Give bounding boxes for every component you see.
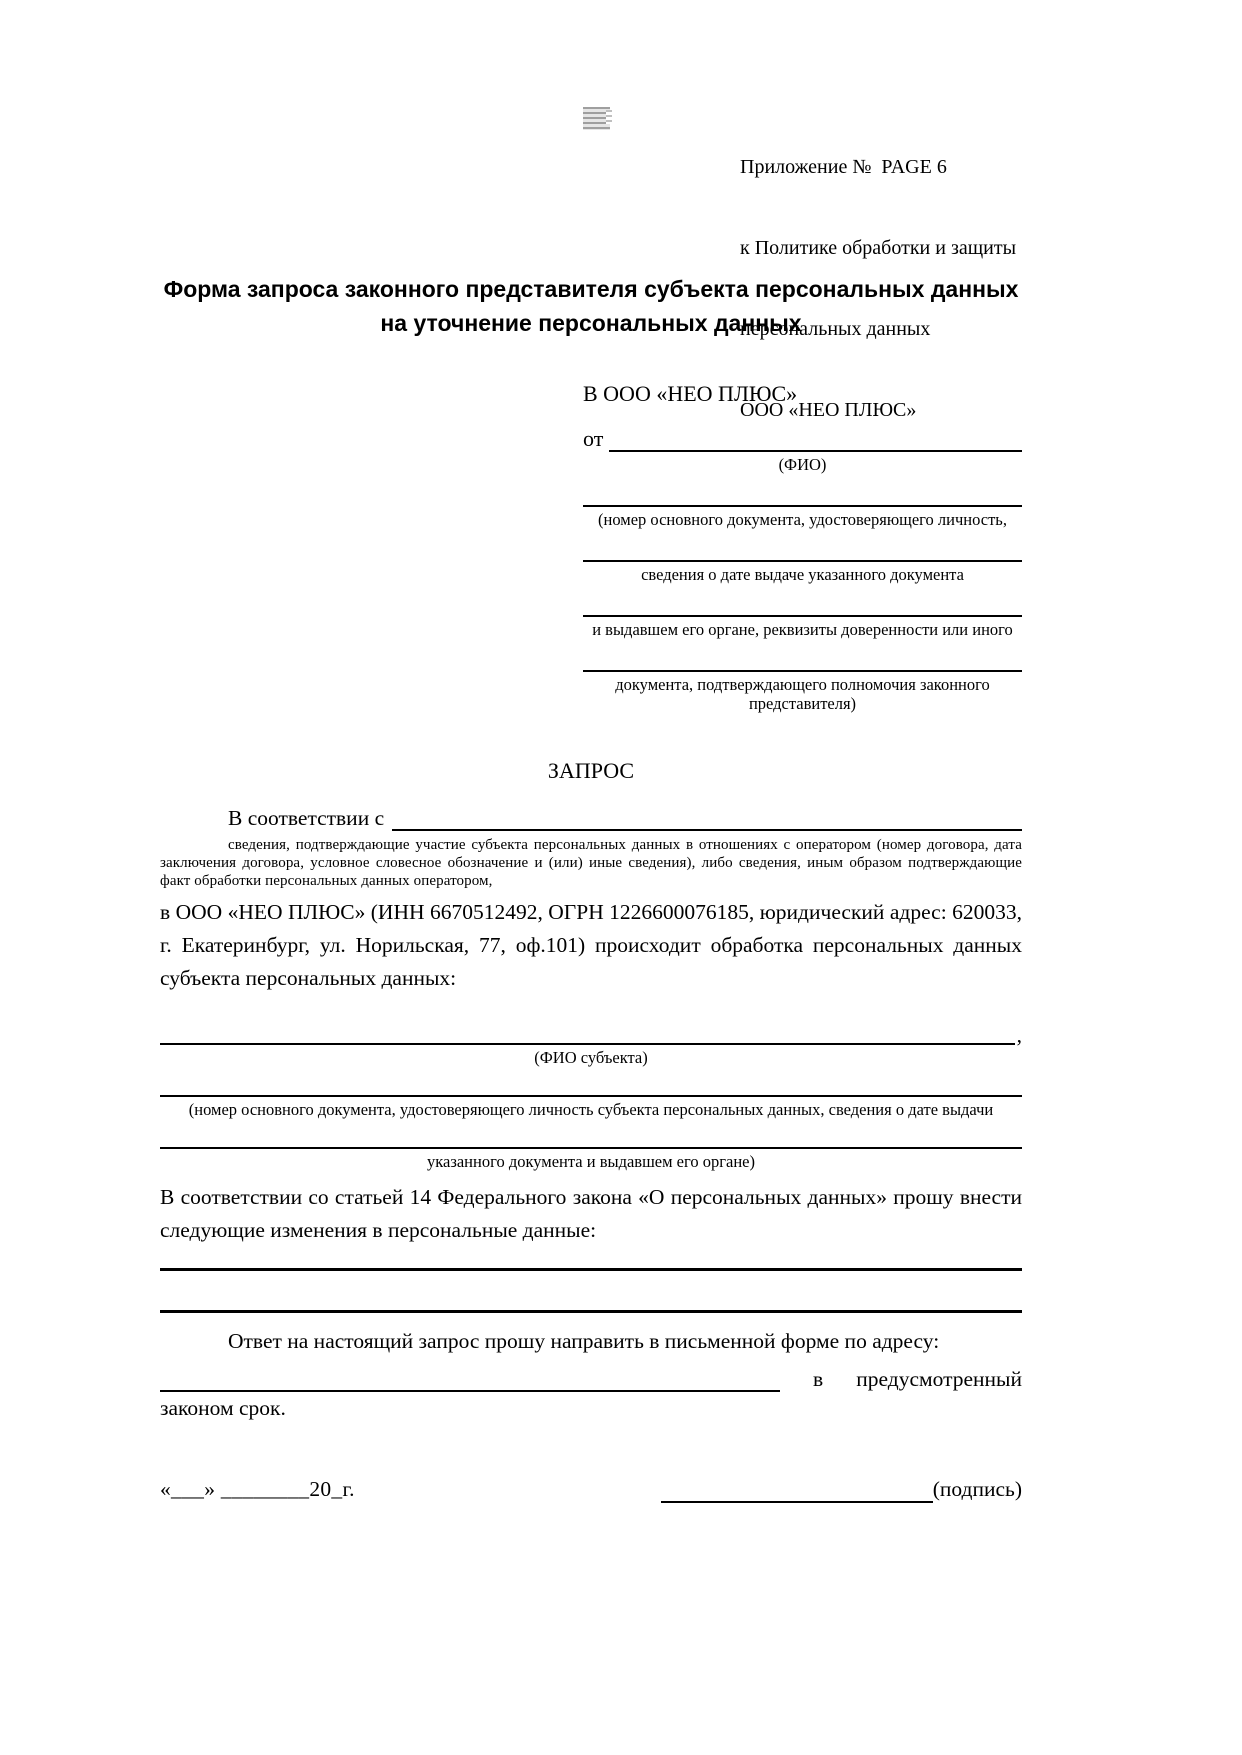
according-to-row xyxy=(160,801,1022,831)
date-signature-row xyxy=(160,1471,1022,1503)
form-title xyxy=(160,272,1022,340)
representative-doc-blank-1 xyxy=(583,474,1022,507)
answer-tail-word-2: предусмотренный xyxy=(856,1367,1022,1391)
request-heading: ЗАПРОС xyxy=(547,758,635,783)
addressee-block xyxy=(583,380,1022,713)
signature-blank-line xyxy=(661,1475,933,1503)
answer-sentence: Ответ на настоящий запрос прошу направить в письменной форме по адресу: xyxy=(228,1329,940,1353)
addressee-to-line: В ООО «НЕО ПЛЮС» xyxy=(583,381,798,406)
answer-tail-line-2: законом срок. xyxy=(160,1396,286,1420)
subject-doc-caption-1: (номер основного документа, удостоверяющего личность субъекта персональных данных, сведения о дате выдачи xyxy=(188,1100,994,1119)
fio-caption: (ФИО) xyxy=(778,455,827,474)
subject-doc-blank-2 xyxy=(160,1119,1022,1149)
representative-doc-caption-2: сведения о дате выдаче указанного документа xyxy=(641,565,964,584)
answer-tail-word-1: в xyxy=(813,1367,824,1391)
from-field-row xyxy=(583,422,1022,452)
form-title-line-1: Форма запроса законного представителя субъекта персональных данных xyxy=(163,276,1019,302)
according-to-blank-line xyxy=(392,829,1022,831)
comma-after-blank: , xyxy=(1016,1023,1022,1047)
subject-fio-blank-line xyxy=(160,1043,1015,1045)
subject-fio-blank-row xyxy=(160,1019,1022,1045)
article-14-paragraph: В соответствии со статьей 14 Федерального закона «О персональных данных» прошу внести следующие изменения в персональные данные: xyxy=(160,1185,1022,1242)
appendix-number-line: Приложение № PAGE 6 xyxy=(740,156,947,178)
subject-fio-caption: (ФИО субъекта) xyxy=(534,1048,648,1067)
organization-name: ООО «НЕО ПЛЮС» xyxy=(740,399,917,421)
according-to-label: В соответствии с xyxy=(228,806,385,830)
representative-doc-caption-4: документа, подтверждающего полномочия законного представителя) xyxy=(615,675,990,713)
representative-doc-blank-3 xyxy=(583,584,1022,617)
policy-line-1: к Политике обработки и защиты xyxy=(740,237,1017,259)
subject-doc-caption-2: указанного документа и выдавшем его органе) xyxy=(427,1152,755,1171)
document-content xyxy=(160,0,1022,1503)
from-label: от xyxy=(583,426,604,451)
changes-blank-2 xyxy=(160,1271,1022,1313)
form-title-line-2: на уточнение персональных данных xyxy=(380,310,802,336)
date-blank-text: «___» ________20_г. xyxy=(160,1477,355,1501)
representative-doc-caption-3: и выдавшем его органе, реквизиты доверенности или иного xyxy=(592,620,1013,639)
from-blank-line xyxy=(609,450,1022,452)
representative-doc-blank-2 xyxy=(583,529,1022,562)
representative-doc-caption-1: (номер основного документа, удостоверяющего личность, xyxy=(598,510,1007,529)
footnote-explanation: сведения, подтверждающие участие субъекта персональных данных в отношениях с оператором (номер договора, дата заключения договора, условное словесное обозначение и (или) иные сведения), либо сведения, иным образом подтверждающие факт обработки персональных данных оператором, xyxy=(160,837,1022,889)
changes-blank-1 xyxy=(160,1247,1022,1271)
operator-paragraph: в ООО «НЕО ПЛЮС» (ИНН 6670512492, ОГРН 1226600076185, юридический адрес: 620033, г. Екатеринбург, ул. Норильская, 77, оф.101) происходит обработка персональных данных субъекта персональных данных: xyxy=(160,900,1022,990)
subject-doc-blank-1 xyxy=(160,1067,1022,1097)
signature-caption: (подпись) xyxy=(932,1477,1022,1501)
policy-line-2: персональных данных xyxy=(740,318,931,340)
address-blank-row xyxy=(160,1358,1022,1392)
representative-doc-blank-4 xyxy=(583,639,1022,672)
